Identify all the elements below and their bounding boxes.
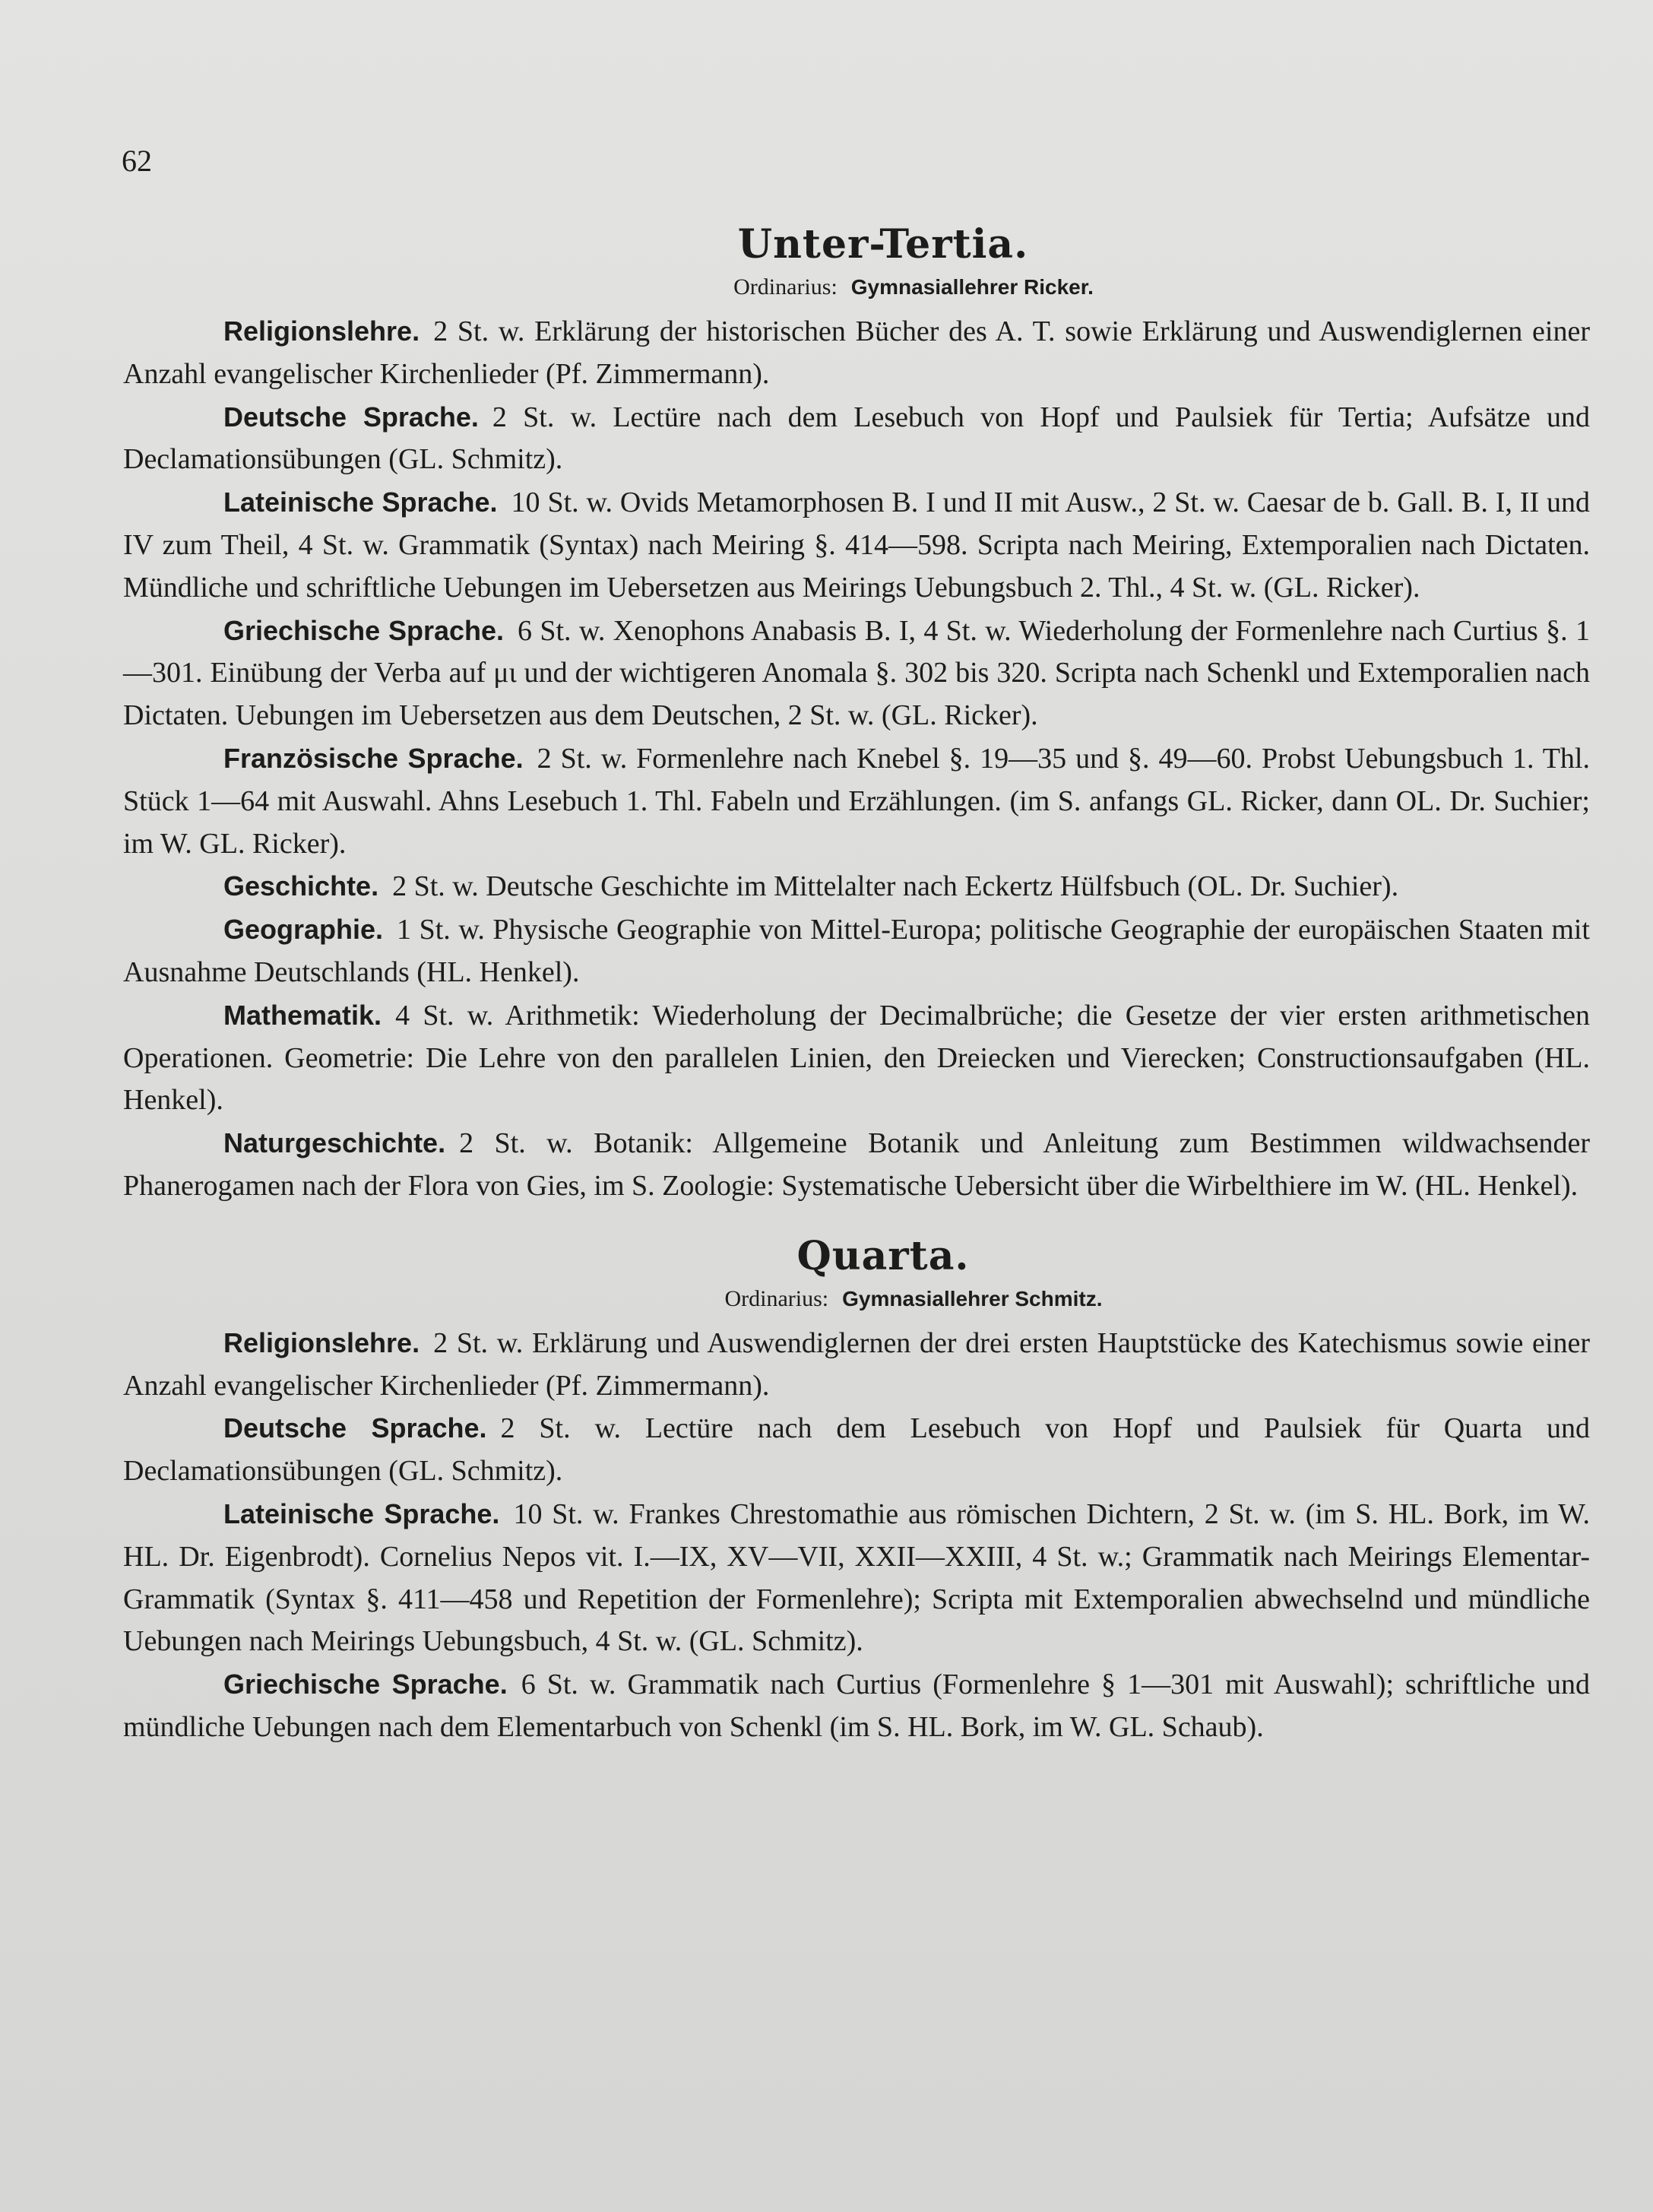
subject-entry-deutsche-sprache	[123, 1407, 1590, 1493]
subject-text: 2 St. w. Deutsche Geschichte im Mittelalter nach Eckertz Hülfsbuch (OL. Dr. Suchier).	[392, 870, 1399, 903]
subject-entry-religionslehre	[123, 1322, 1590, 1408]
subject-text: 6 St. w. Xenophons Anabasis B. I, 4 St. w. Wiederholung der Formenlehre nach Curtius §. 1—301. Einübung der Verba auf μι und der wichtigeren Anomala §. 302 bis 320. Scripta nach Schenkl und Extemporalien nach Dictaten. Uebungen im Uebersetzen aus dem Deutschen, 2 St. w. (GL. Ricker).	[123, 614, 1590, 732]
section-title: Quarta.	[796, 1232, 970, 1279]
subject-text: 6 St. w. Grammatik nach Curtius (Formenlehre § 1—301 mit Auswahl); schriftliche und mündliche Uebungen nach dem Elementarbuch von Schenkl (im S. HL. Bork, im W. GL. Schaub).	[123, 1669, 1590, 1743]
subject-text: 2 St. w. Botanik: Allgemeine Botanik und Anleitung zum Bestimmen wildwachsender Phanerogamen nach der Flora von Gies, im S. Zoologie: Systematische Uebersicht über die Wirbelthiere im W. (HL. Henkel).	[123, 1127, 1590, 1202]
ordinarius-teacher: Gymnasiallehrer Schmitz.	[842, 1286, 1103, 1310]
subject-text: 4 St. w. Arithmetik: Wiederholung der Decimalbrüche; die Gesetze der vier ersten arithmetischen Operationen. Geometrie: Die Lehre von den parallelen Linien, den Dreiecken und Vierecken; Constructionsaufgaben (HL. Henkel).	[123, 999, 1590, 1117]
ordinarius-line	[123, 1281, 1590, 1317]
subject-heading: Lateinische Sprache.	[223, 1497, 500, 1529]
subject-heading: Griechische Sprache.	[223, 614, 505, 646]
section-gap	[123, 1208, 1590, 1232]
subject-entry-geographie	[123, 908, 1590, 994]
subject-entry-lateinische-sprache	[123, 481, 1590, 609]
subject-heading: Deutsche Sprache.	[223, 1412, 487, 1444]
page-number: 62	[122, 144, 152, 178]
section-title: Unter-Tertia.	[737, 221, 1029, 268]
subject-entry-lateinische-sprache	[123, 1493, 1590, 1663]
subject-heading: Deutsche Sprache.	[223, 401, 479, 433]
page-content	[123, 220, 1590, 1749]
subject-entry-mathematik	[123, 994, 1590, 1122]
subject-entry-deutsche-sprache	[123, 396, 1590, 482]
ordinarius-label: Ordinarius:	[733, 274, 838, 299]
subject-text: 2 St. w. Lectüre nach dem Lesebuch von Hopf und Paulsiek für Tertia; Aufsätze und Declamationsübungen (GL. Schmitz).	[123, 401, 1591, 476]
subject-entry-griechische-sprache	[123, 610, 1590, 737]
ordinarius-label: Ordinarius:	[724, 1285, 829, 1311]
subject-heading: Geschichte.	[223, 870, 379, 902]
subject-heading: Religionslehre.	[223, 1326, 420, 1358]
subject-heading: Naturgeschichte.	[223, 1127, 446, 1159]
ordinarius-line	[123, 269, 1590, 306]
section-unter-tertia	[123, 220, 1590, 1208]
subject-heading: Lateinische Sprache.	[223, 486, 498, 518]
subject-text: 2 St. w. Lectüre nach dem Lesebuch von Hopf und Paulsiek für Quarta und Declamationsübungen (GL. Schmitz).	[123, 1412, 1590, 1488]
subject-entry-griechische-sprache	[123, 1663, 1590, 1749]
subject-text: 10 St. w. Ovids Metamorphosen B. I und II mit Ausw., 2 St. w. Caesar de b. Gall. B. I, II und IV zum Theil, 4 St. w. Grammatik (Syntax) nach Meiring §. 414—598. Scripta nach Meiring, Extemporalien nach Dictaten. Mündliche und schriftliche Uebungen im Uebersetzen aus Meirings Uebungsbuch 2. Thl., 4 St. w. (GL. Ricker).	[123, 486, 1591, 604]
subject-heading: Französische Sprache.	[223, 742, 524, 774]
subject-heading: Mathematik.	[223, 999, 382, 1031]
subject-entry-geschichte	[123, 865, 1590, 908]
ordinarius-teacher: Gymnasiallehrer Ricker.	[850, 275, 1094, 299]
subject-text: 10 St. w. Frankes Chrestomathie aus römischen Dichtern, 2 St. w. (im S. HL. Bork, im W. HL. Dr. Eigenbrodt). Cornelius Nepos vit. I.—IX, XV—VII, XXII—XXIII, 4 St. w.; Grammatik nach Meirings Elementar-Grammatik (Syntax §. 411—458 und Repetition der Formenlehre); Scripta mit Extemporalien abwechselnd und mündliche Uebungen nach Meirings Uebungsbuch, 4 St. w. (GL. Schmitz).	[123, 1497, 1591, 1658]
subject-text: 2 St. w. Formenlehre nach Knebel §. 19—35 und §. 49—60. Probst Uebungsbuch 1. Thl. Stück 1—64 mit Auswahl. Ahns Lesebuch 1. Thl. Fabeln und Erzählungen. (im S. anfangs GL. Ricker, dann OL. Dr. Suchier; im W. GL. Ricker).	[123, 742, 1590, 860]
subject-heading: Religionslehre.	[223, 315, 420, 347]
subject-text: 2 St. w. Erklärung der historischen Bücher des A. T. sowie Erklärung und Auswendiglernen einer Anzahl evangelischer Kirchenlieder (Pf. Zimmermann).	[123, 315, 1590, 390]
subject-entry-naturgeschichte	[123, 1122, 1590, 1208]
subject-entry-religionslehre	[123, 310, 1590, 396]
subject-entry-franzoesische-sprache	[123, 737, 1590, 865]
subject-text: 1 St. w. Physische Geographie von Mittel-Europa; politische Geographie der europäischen Staaten mit Ausnahme Deutschlands (HL. Henkel).	[123, 914, 1590, 988]
subject-text: 2 St. w. Erklärung und Auswendiglernen der drei ersten Hauptstücke des Katechismus sowie einer Anzahl evangelischer Kirchenlieder (Pf. Zimmermann).	[123, 1326, 1590, 1402]
section-quarta	[123, 1232, 1590, 1749]
subject-heading: Griechische Sprache.	[223, 1669, 508, 1700]
subject-heading: Geographie.	[223, 914, 384, 946]
